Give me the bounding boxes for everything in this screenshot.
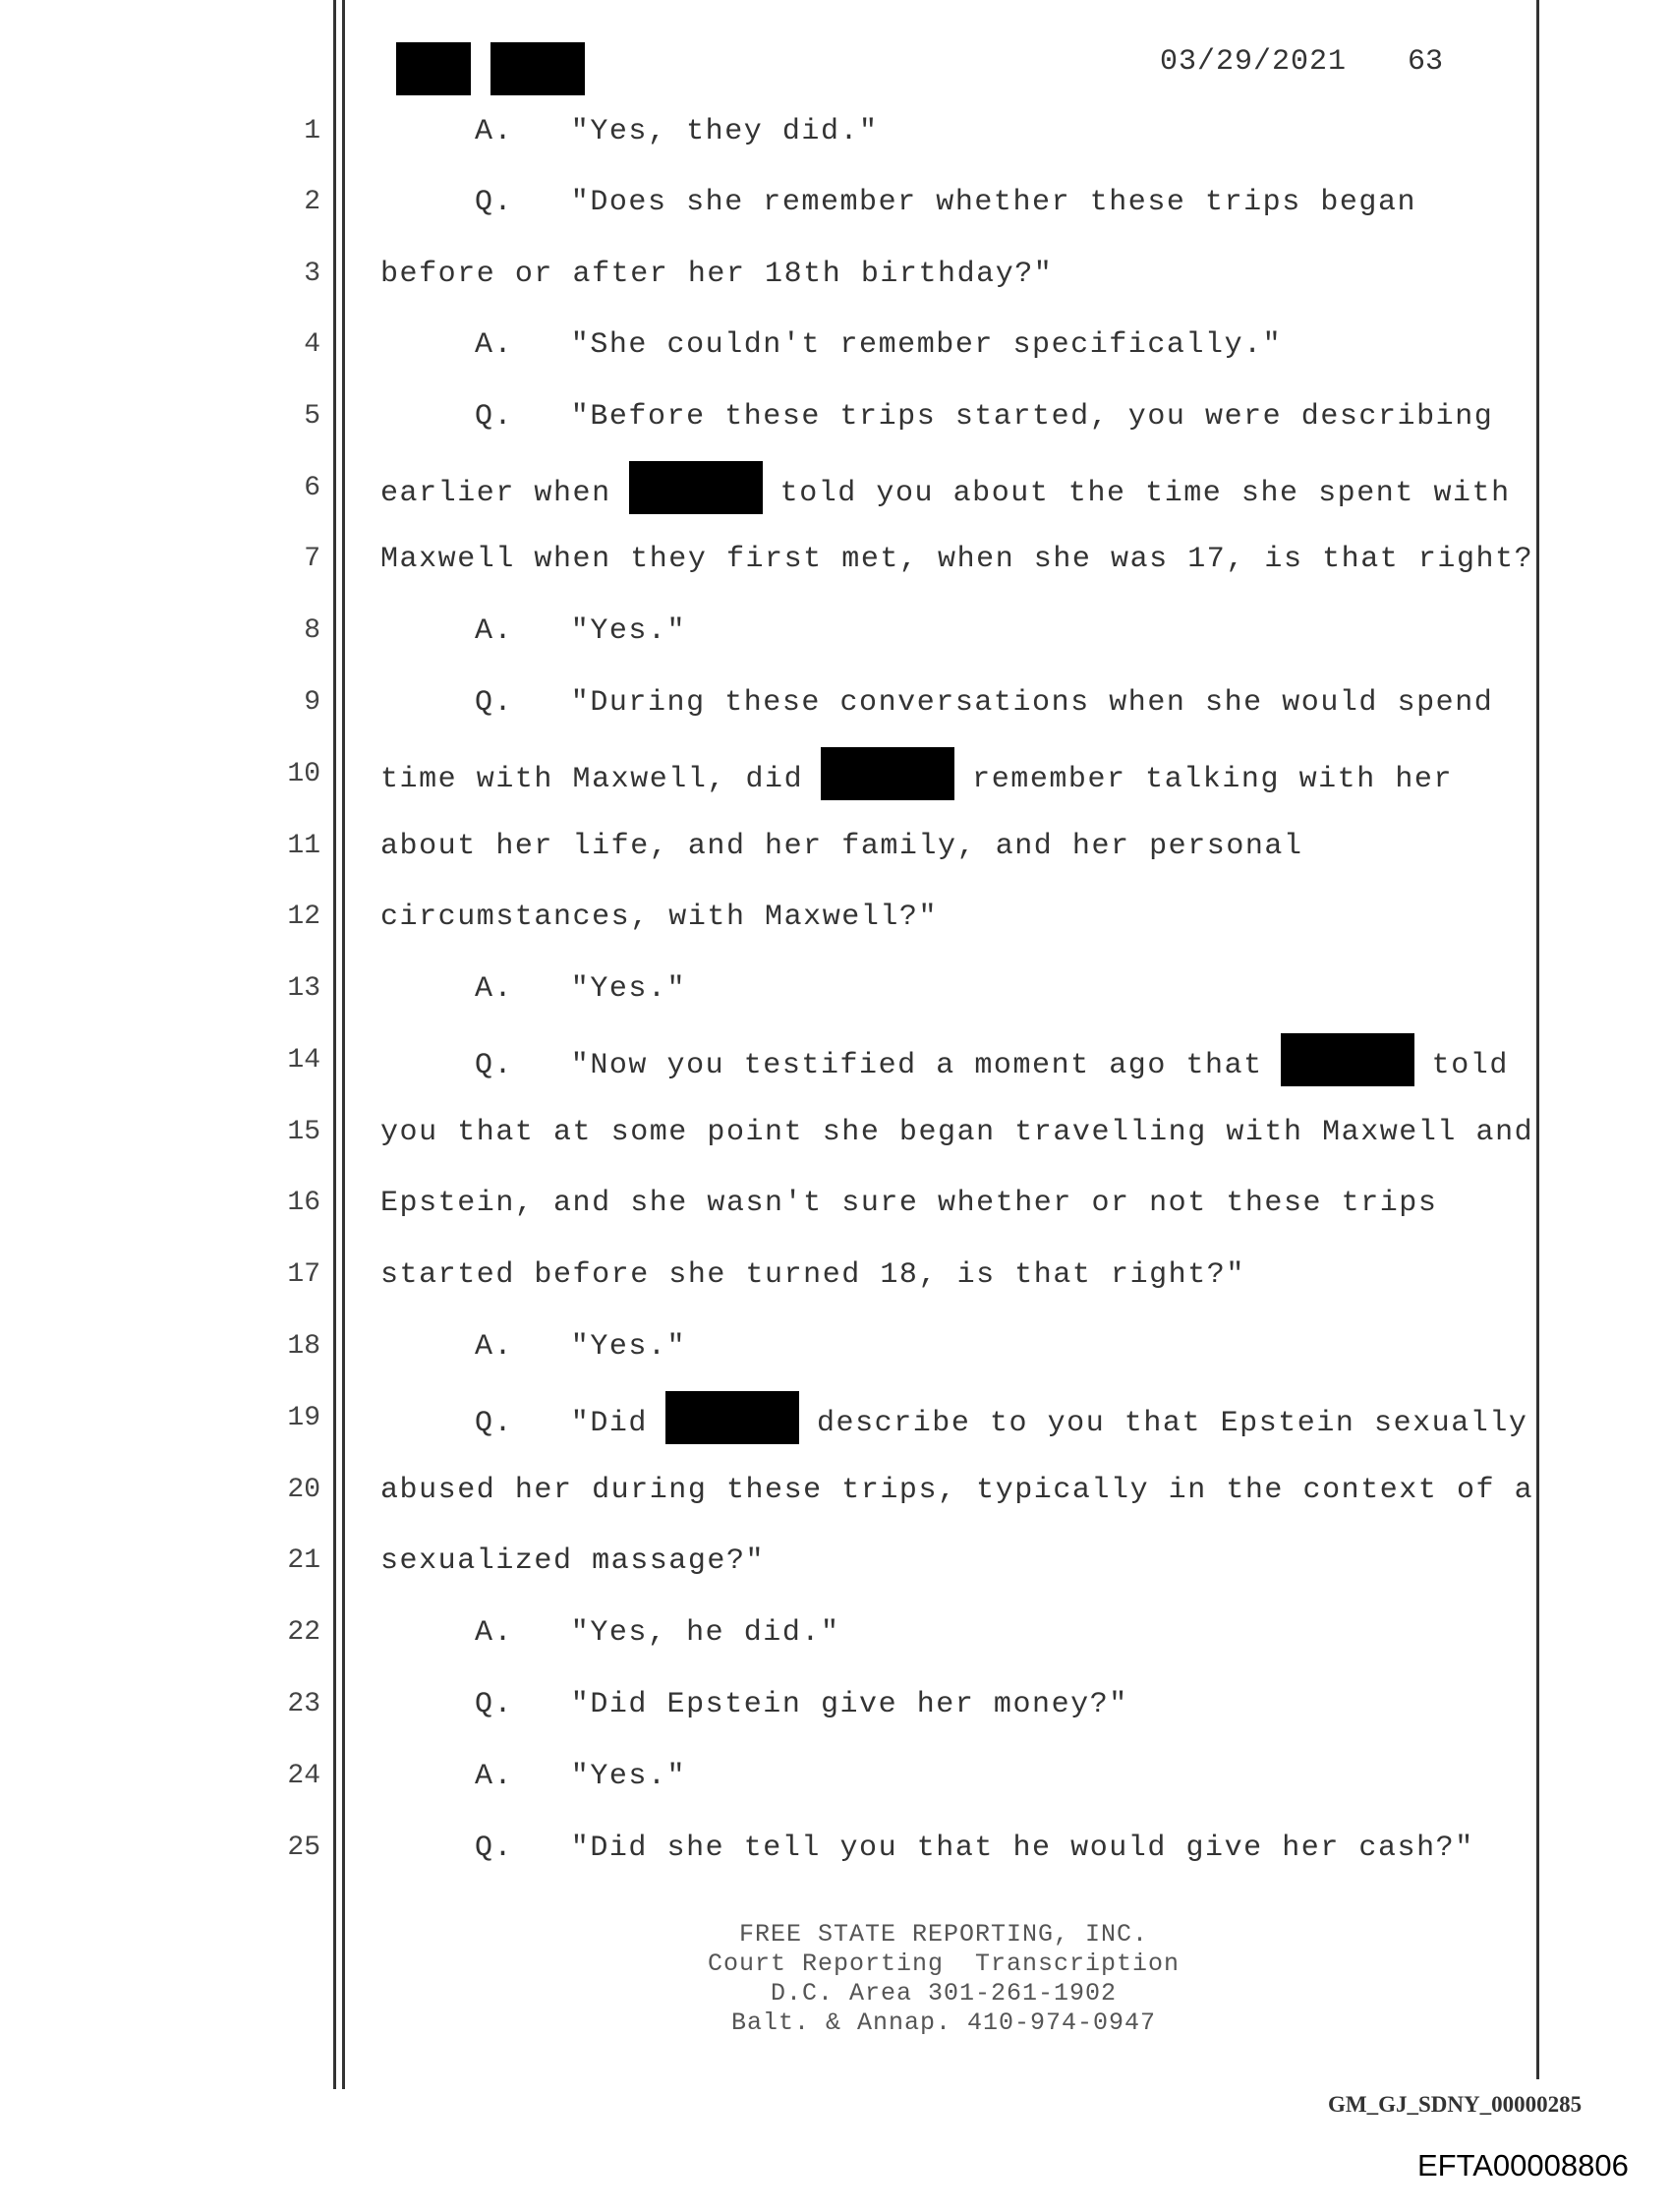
name-redaction [1281, 1033, 1414, 1086]
line-number: 14 [287, 1045, 320, 1076]
header-page-number: 63 [1408, 45, 1444, 79]
transcript-line [380, 1473, 1533, 1508]
line-text: describe to you that Epstein sexually [816, 1406, 1528, 1440]
line-number: 15 [287, 1117, 320, 1147]
line-text: Epstein, and she wasn't sure whether or not these trips [380, 1187, 1438, 1220]
line-text: A. "Yes." [475, 1330, 687, 1364]
transcript-line [475, 399, 1493, 435]
right-margin-rule [1536, 0, 1539, 2079]
reporter-footer [550, 1920, 1337, 2038]
line-text: Q. "Did [475, 1406, 648, 1440]
transcript-line [475, 1329, 686, 1365]
line-number: 8 [304, 615, 320, 646]
name-redaction [821, 747, 954, 800]
line-text: told [1431, 1048, 1509, 1082]
transcript-line [380, 1186, 1437, 1221]
line-number: 17 [287, 1259, 320, 1290]
line-text: Q. "Now you testified a moment ago that [475, 1048, 1263, 1082]
transcript-line [380, 542, 1533, 577]
transcript-line [380, 829, 1303, 864]
transcript-line [475, 1759, 686, 1794]
line-number: 16 [287, 1188, 320, 1218]
line-number: 20 [287, 1475, 320, 1505]
line-text: abused her during these trips, typically in the context of a [380, 1474, 1534, 1507]
transcript-line [475, 1615, 840, 1651]
line-number: 11 [287, 831, 320, 861]
footer-services: Court Reporting Transcription [707, 1950, 1181, 1978]
transcript-line [475, 114, 879, 149]
name-redaction [629, 461, 763, 514]
line-text: remember talking with her [972, 762, 1453, 796]
transcript-line [380, 1115, 1533, 1150]
line-number: 19 [287, 1403, 320, 1433]
transcript-line [380, 1543, 765, 1579]
footer-dc-phone: D.C. Area 301-261-1902 [770, 1979, 1118, 2008]
footer-company: FREE STATE REPORTING, INC. [738, 1920, 1149, 1949]
name-redaction [665, 1391, 799, 1444]
line-number: 6 [304, 473, 320, 503]
bates-number: GM_GJ_SDNY_00000285 [1328, 2092, 1583, 2117]
line-number: 24 [287, 1761, 320, 1791]
line-number: 23 [287, 1689, 320, 1719]
line-text: sexualized massage?" [380, 1544, 766, 1578]
line-number: 12 [287, 902, 320, 932]
line-text: you that at some point she began travelling with Maxwell and [380, 1116, 1534, 1149]
header-redaction-2 [490, 42, 585, 95]
left-margin-rule-outer [333, 0, 336, 2089]
line-text: told you about the time she spent with [779, 476, 1511, 510]
header-date: 03/29/2021 [1160, 45, 1348, 79]
line-number: 10 [287, 759, 320, 789]
transcript-line [475, 1401, 1527, 1444]
line-text: time with Maxwell, did [380, 762, 804, 796]
line-text: started before she turned 18, is that right?" [380, 1258, 1245, 1292]
line-number: 2 [304, 187, 320, 217]
line-text: about her life, and her family, and her personal [380, 830, 1303, 863]
line-text: A. "Yes." [475, 1760, 687, 1793]
transcript-line [380, 1257, 1245, 1293]
transcript-line [475, 971, 686, 1007]
line-number: 9 [304, 687, 320, 718]
transcript-line [475, 1043, 1509, 1086]
line-number: 21 [287, 1545, 320, 1576]
line-text: Maxwell when they first met, when she was 17, is that right? [380, 543, 1534, 576]
footer-balt-phone: Balt. & Annap. 410-974-0947 [730, 2008, 1157, 2037]
transcript-line [475, 185, 1416, 220]
line-number: 18 [287, 1331, 320, 1362]
line-text: Q. "During these conversations when she would spend [475, 686, 1494, 720]
line-number: 5 [304, 401, 320, 432]
line-text: A. "Yes." [475, 972, 687, 1006]
line-number: 13 [287, 973, 320, 1004]
transcript-line [475, 327, 1282, 363]
transcript-line [475, 1831, 1474, 1866]
efta-number: EFTA00008806 [1417, 2148, 1629, 2183]
transcript-line [475, 685, 1493, 721]
line-number: 1 [304, 116, 320, 146]
line-text: circumstances, with Maxwell?" [380, 901, 939, 934]
transcript-line [475, 613, 686, 649]
line-number: 7 [304, 544, 320, 574]
transcript-line [380, 471, 1511, 514]
line-number: 22 [287, 1617, 320, 1648]
transcript-line [380, 257, 1053, 292]
line-text: Q. "Before these trips started, you were describing [475, 400, 1494, 434]
line-number: 4 [304, 329, 320, 360]
line-text: A. "She couldn't remember specifically." [475, 328, 1283, 362]
transcript-line [380, 900, 938, 935]
line-number: 3 [304, 259, 320, 289]
transcript-line [475, 1687, 1128, 1722]
transcript-line [380, 757, 1453, 800]
line-text: A. "Yes, he did." [475, 1616, 840, 1650]
line-number: 25 [287, 1833, 320, 1863]
line-text: earlier when [380, 476, 611, 510]
line-text: A. "Yes, they did." [475, 115, 879, 148]
line-text: Q. "Did she tell you that he would give her cash?" [475, 1832, 1474, 1865]
line-text: Q. "Does she remember whether these trips began [475, 186, 1417, 219]
header-redaction-1 [396, 42, 471, 95]
line-text: A. "Yes." [475, 614, 687, 648]
line-text: Q. "Did Epstein give her money?" [475, 1688, 1128, 1721]
line-text: before or after her 18th birthday?" [380, 258, 1054, 291]
left-margin-rule-inner [342, 0, 345, 2089]
